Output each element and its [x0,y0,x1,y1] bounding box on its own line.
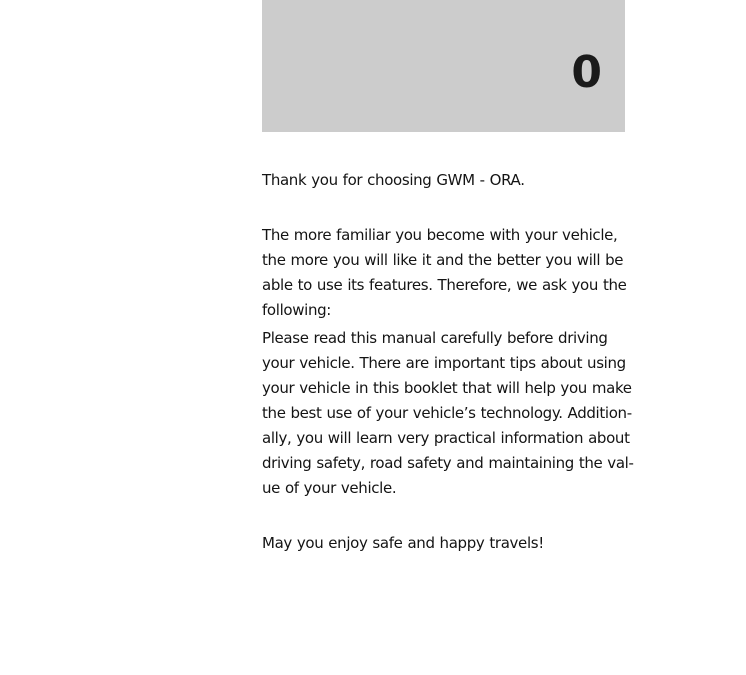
text-line: your vehicle. There are important tips about using [262,354,626,372]
text-line: ally, you will learn very practical information about [262,429,630,447]
text-line: Thank you for choosing GWM - ORA. [262,171,525,189]
text-line: able to use its features. Therefore, we ask you the [262,276,627,294]
text-line: driving safety, road safety and maintaining the val- [262,454,634,472]
familiar-paragraph [262,223,625,323]
chapter-number: 0 [571,47,602,98]
text-line: your vehicle in this booklet that will help you make [262,379,632,397]
text-line: the more you will like it and the better you will be [262,251,624,269]
closing-paragraph [262,531,625,556]
text-line: Please read this manual carefully before driving [262,329,608,347]
thanks-paragraph [262,168,625,193]
chapter-header-block [262,0,625,132]
text-line: ue of your vehicle. [262,479,397,497]
text-line: the best use of your vehicle’s technology. Addition- [262,404,632,422]
text-line: following: [262,301,331,319]
text-line: May you enjoy safe and happy travels! [262,534,544,552]
text-line: The more familiar you become with your vehicle, [262,226,618,244]
manual-advice-paragraph [262,326,634,501]
